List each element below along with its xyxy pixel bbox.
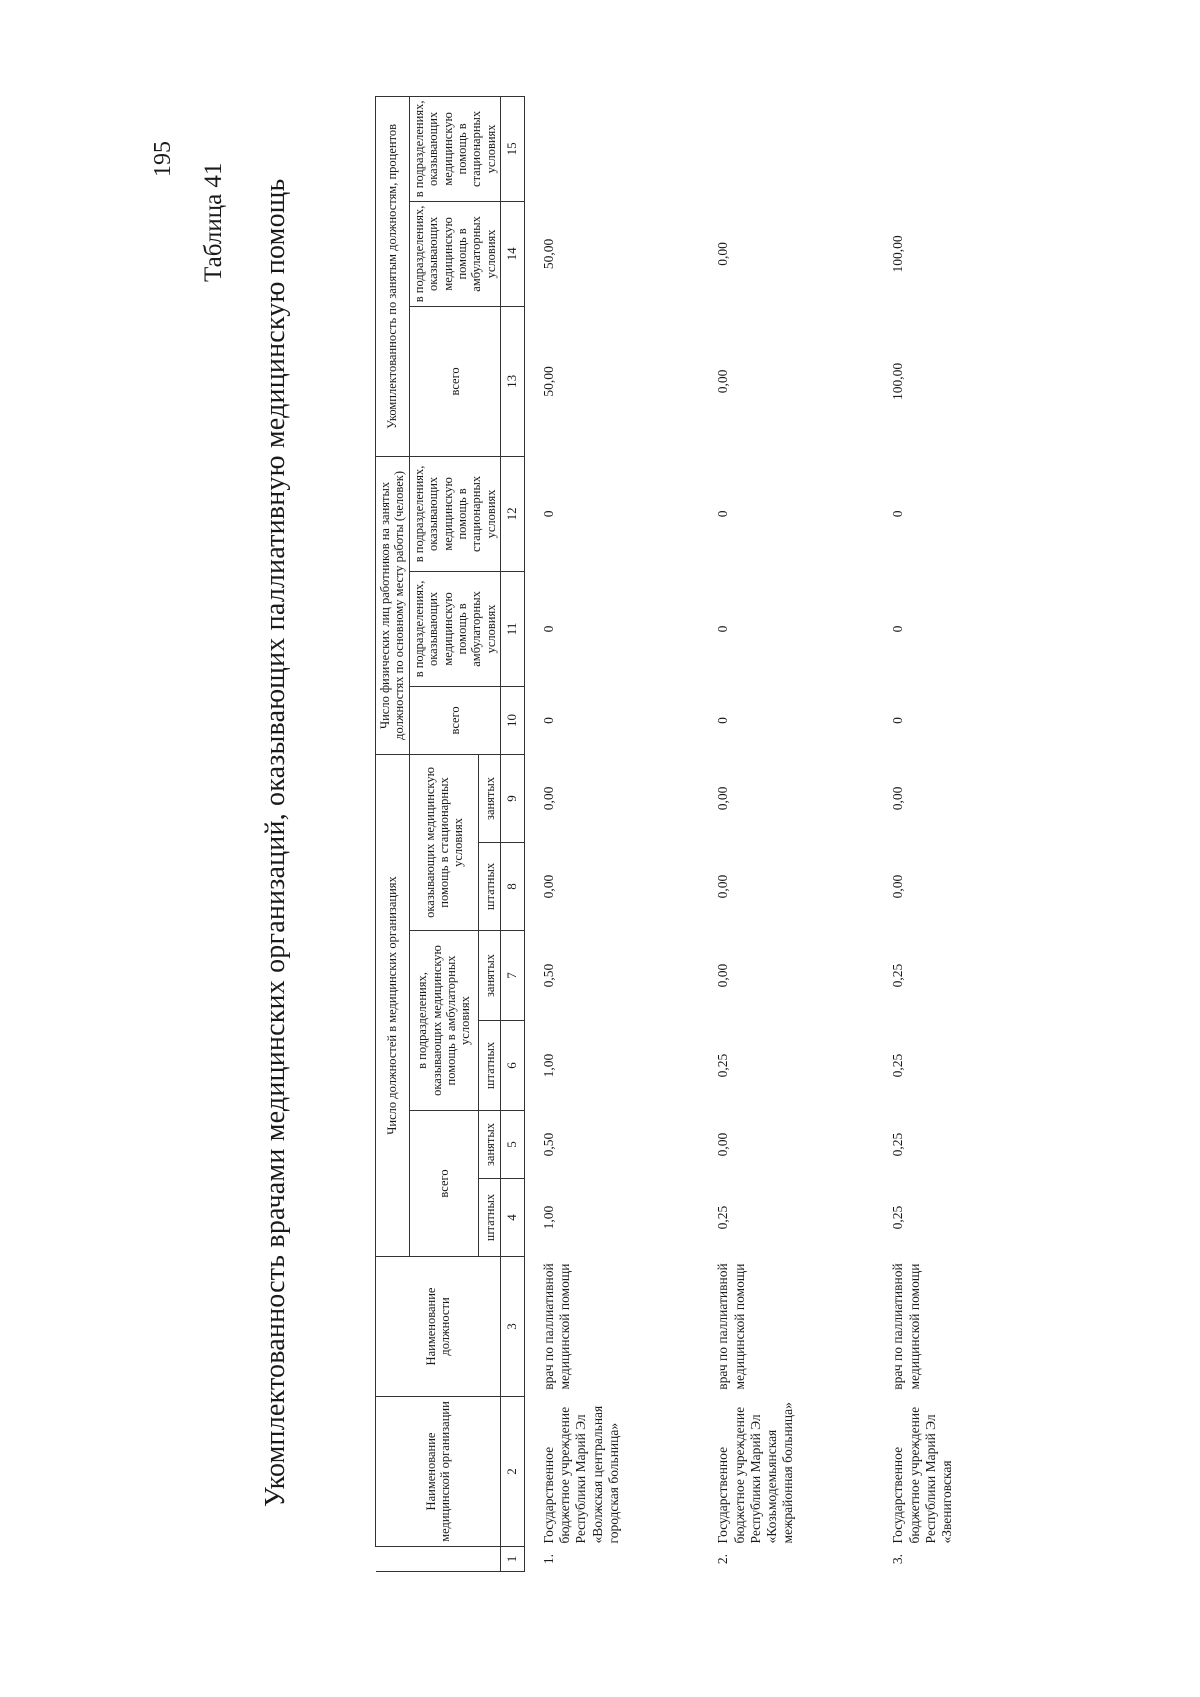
value-cell <box>699 96 874 201</box>
table-row <box>524 96 699 1571</box>
header-staffing-stationary: в подразделениях, оказывающих медицинскую помощь в стационарных условиях <box>409 96 500 201</box>
value-cell: 0 <box>540 625 556 633</box>
header-positions-ambulatory: в подразделениях, оказывающих медицинскую помощь в амбулаторных условиях <box>409 931 479 1111</box>
value-cell: 100,00 <box>890 235 906 273</box>
value-cell: 0,25 <box>890 1132 906 1157</box>
header-persons-ambulatory: в подразделениях, оказывающих медицинскую помощь в амбулаторных условиях <box>409 571 500 686</box>
table-row <box>874 96 1024 1571</box>
row-number: 2. <box>715 1553 731 1565</box>
table-row <box>699 96 874 1571</box>
value-cell: 0 <box>540 717 556 724</box>
value-cell: 0 <box>890 625 906 633</box>
value-cell: 0,25 <box>890 1053 906 1078</box>
col-num: 6 <box>501 1021 525 1111</box>
header-total-occupied: занятых <box>479 1111 501 1179</box>
value-cell: 0,00 <box>715 369 731 394</box>
page-number: 195 <box>150 141 176 177</box>
header-row-1 <box>376 96 410 1571</box>
value-cell: 0 <box>890 510 906 518</box>
table-label: Таблица 41 <box>200 162 227 282</box>
value-cell: 0,25 <box>890 1205 906 1230</box>
value-cell: 50,00 <box>540 238 556 270</box>
col-num: 10 <box>501 686 525 754</box>
value-cell: 0,00 <box>715 1132 731 1157</box>
org-name-cell: Государственное бюджетное учреждение Республики Марий Эл «Волжская центральная городская больница» <box>540 1405 621 1544</box>
col-num: 1 <box>501 1547 525 1572</box>
value-cell: 0,00 <box>540 874 556 899</box>
value-cell: 100,00 <box>890 362 906 400</box>
header-positions-stationary: оказывающих медицинскую помощь в стационарных условиях <box>409 754 479 930</box>
header-stat-staff: штатных <box>479 843 501 931</box>
header-amb-staff: штатных <box>479 1021 501 1111</box>
col-num: 7 <box>501 931 525 1021</box>
value-cell: 0,00 <box>890 786 906 811</box>
value-cell: 0 <box>890 717 906 724</box>
header-positions-total: всего <box>409 1111 479 1257</box>
value-cell: 0 <box>715 625 731 633</box>
value-cell: 1,00 <box>540 1205 556 1230</box>
staffing-table <box>375 96 1024 1572</box>
header-position-name: Наименование должности <box>376 1257 501 1397</box>
value-cell: 0 <box>540 510 556 518</box>
row-number: 1. <box>540 1553 556 1565</box>
col-num: 5 <box>501 1111 525 1179</box>
value-cell: 0,00 <box>715 963 731 988</box>
header-staffing-ambulatory: в подразделениях, оказывающих медицинскую помощь в амбулаторных условиях <box>409 201 500 306</box>
value-cell: 0 <box>715 510 731 518</box>
value-cell: 0,50 <box>540 1132 556 1157</box>
header-persons-group: Число физических лиц работников на занятых должностях по основному месту работы (человек) <box>376 456 410 754</box>
header-org-name: Наименование медицинской организации <box>376 1397 501 1547</box>
value-cell: 1,00 <box>540 1053 556 1078</box>
col-num: 3 <box>501 1257 525 1397</box>
row-number: 3. <box>890 1553 906 1565</box>
position-cell: врач по паллиативной медицинской помощи <box>715 1263 747 1390</box>
value-cell: 0,00 <box>540 786 556 811</box>
org-name-cell: Государственное бюджетное учреждение Республики Марий Эл «Козьмодемьянская межрайонная больница» <box>715 1402 796 1544</box>
col-num: 8 <box>501 843 525 931</box>
value-cell: 0,00 <box>890 874 906 899</box>
value-cell: 0,25 <box>715 1053 731 1078</box>
col-num: 15 <box>501 96 525 201</box>
value-cell: 0,00 <box>715 786 731 811</box>
value-cell <box>524 96 699 201</box>
header-col-1-blank <box>376 1547 501 1572</box>
col-num: 14 <box>501 201 525 306</box>
col-num: 4 <box>501 1179 525 1257</box>
header-positions-group: Число должностей в медицинских организациях <box>376 754 410 1256</box>
col-num: 13 <box>501 306 525 456</box>
value-cell <box>874 96 1024 201</box>
org-name-cell: Государственное бюджетное учреждение Республики Марий Эл «Звениговская <box>890 1406 954 1544</box>
col-num: 2 <box>501 1397 525 1547</box>
column-numbers-row <box>501 96 525 1571</box>
value-cell: 0,25 <box>715 1205 731 1230</box>
col-num: 11 <box>501 571 525 686</box>
value-cell: 0,00 <box>715 242 731 266</box>
value-cell: 50,00 <box>540 366 556 397</box>
header-staffing-group: Укомплектованность по занятым должностям, процентов <box>376 96 410 456</box>
value-cell: 0 <box>715 717 731 724</box>
header-amb-occupied: занятых <box>479 931 501 1021</box>
value-cell: 0,50 <box>540 963 556 988</box>
header-persons-total: всего <box>409 686 500 754</box>
value-cell: 0,25 <box>890 963 906 988</box>
col-num: 12 <box>501 456 525 571</box>
header-stat-occupied: занятых <box>479 754 501 842</box>
value-cell: 0,00 <box>715 874 731 899</box>
header-persons-stationary: в подразделениях, оказывающих медицинскую помощь в стационарных условиях <box>409 456 500 571</box>
col-num: 9 <box>501 754 525 842</box>
document-title: Укомплектованность врачами медицинских организаций, оказывающих паллиативную медицинскую помощь <box>260 178 291 1507</box>
position-cell: врач по паллиативной медицинской помощи <box>540 1263 573 1390</box>
position-cell: врач по паллиативной медицинской помощи <box>890 1263 922 1390</box>
header-total-staff: штатных <box>479 1179 501 1257</box>
header-staffing-total: всего <box>409 306 500 456</box>
